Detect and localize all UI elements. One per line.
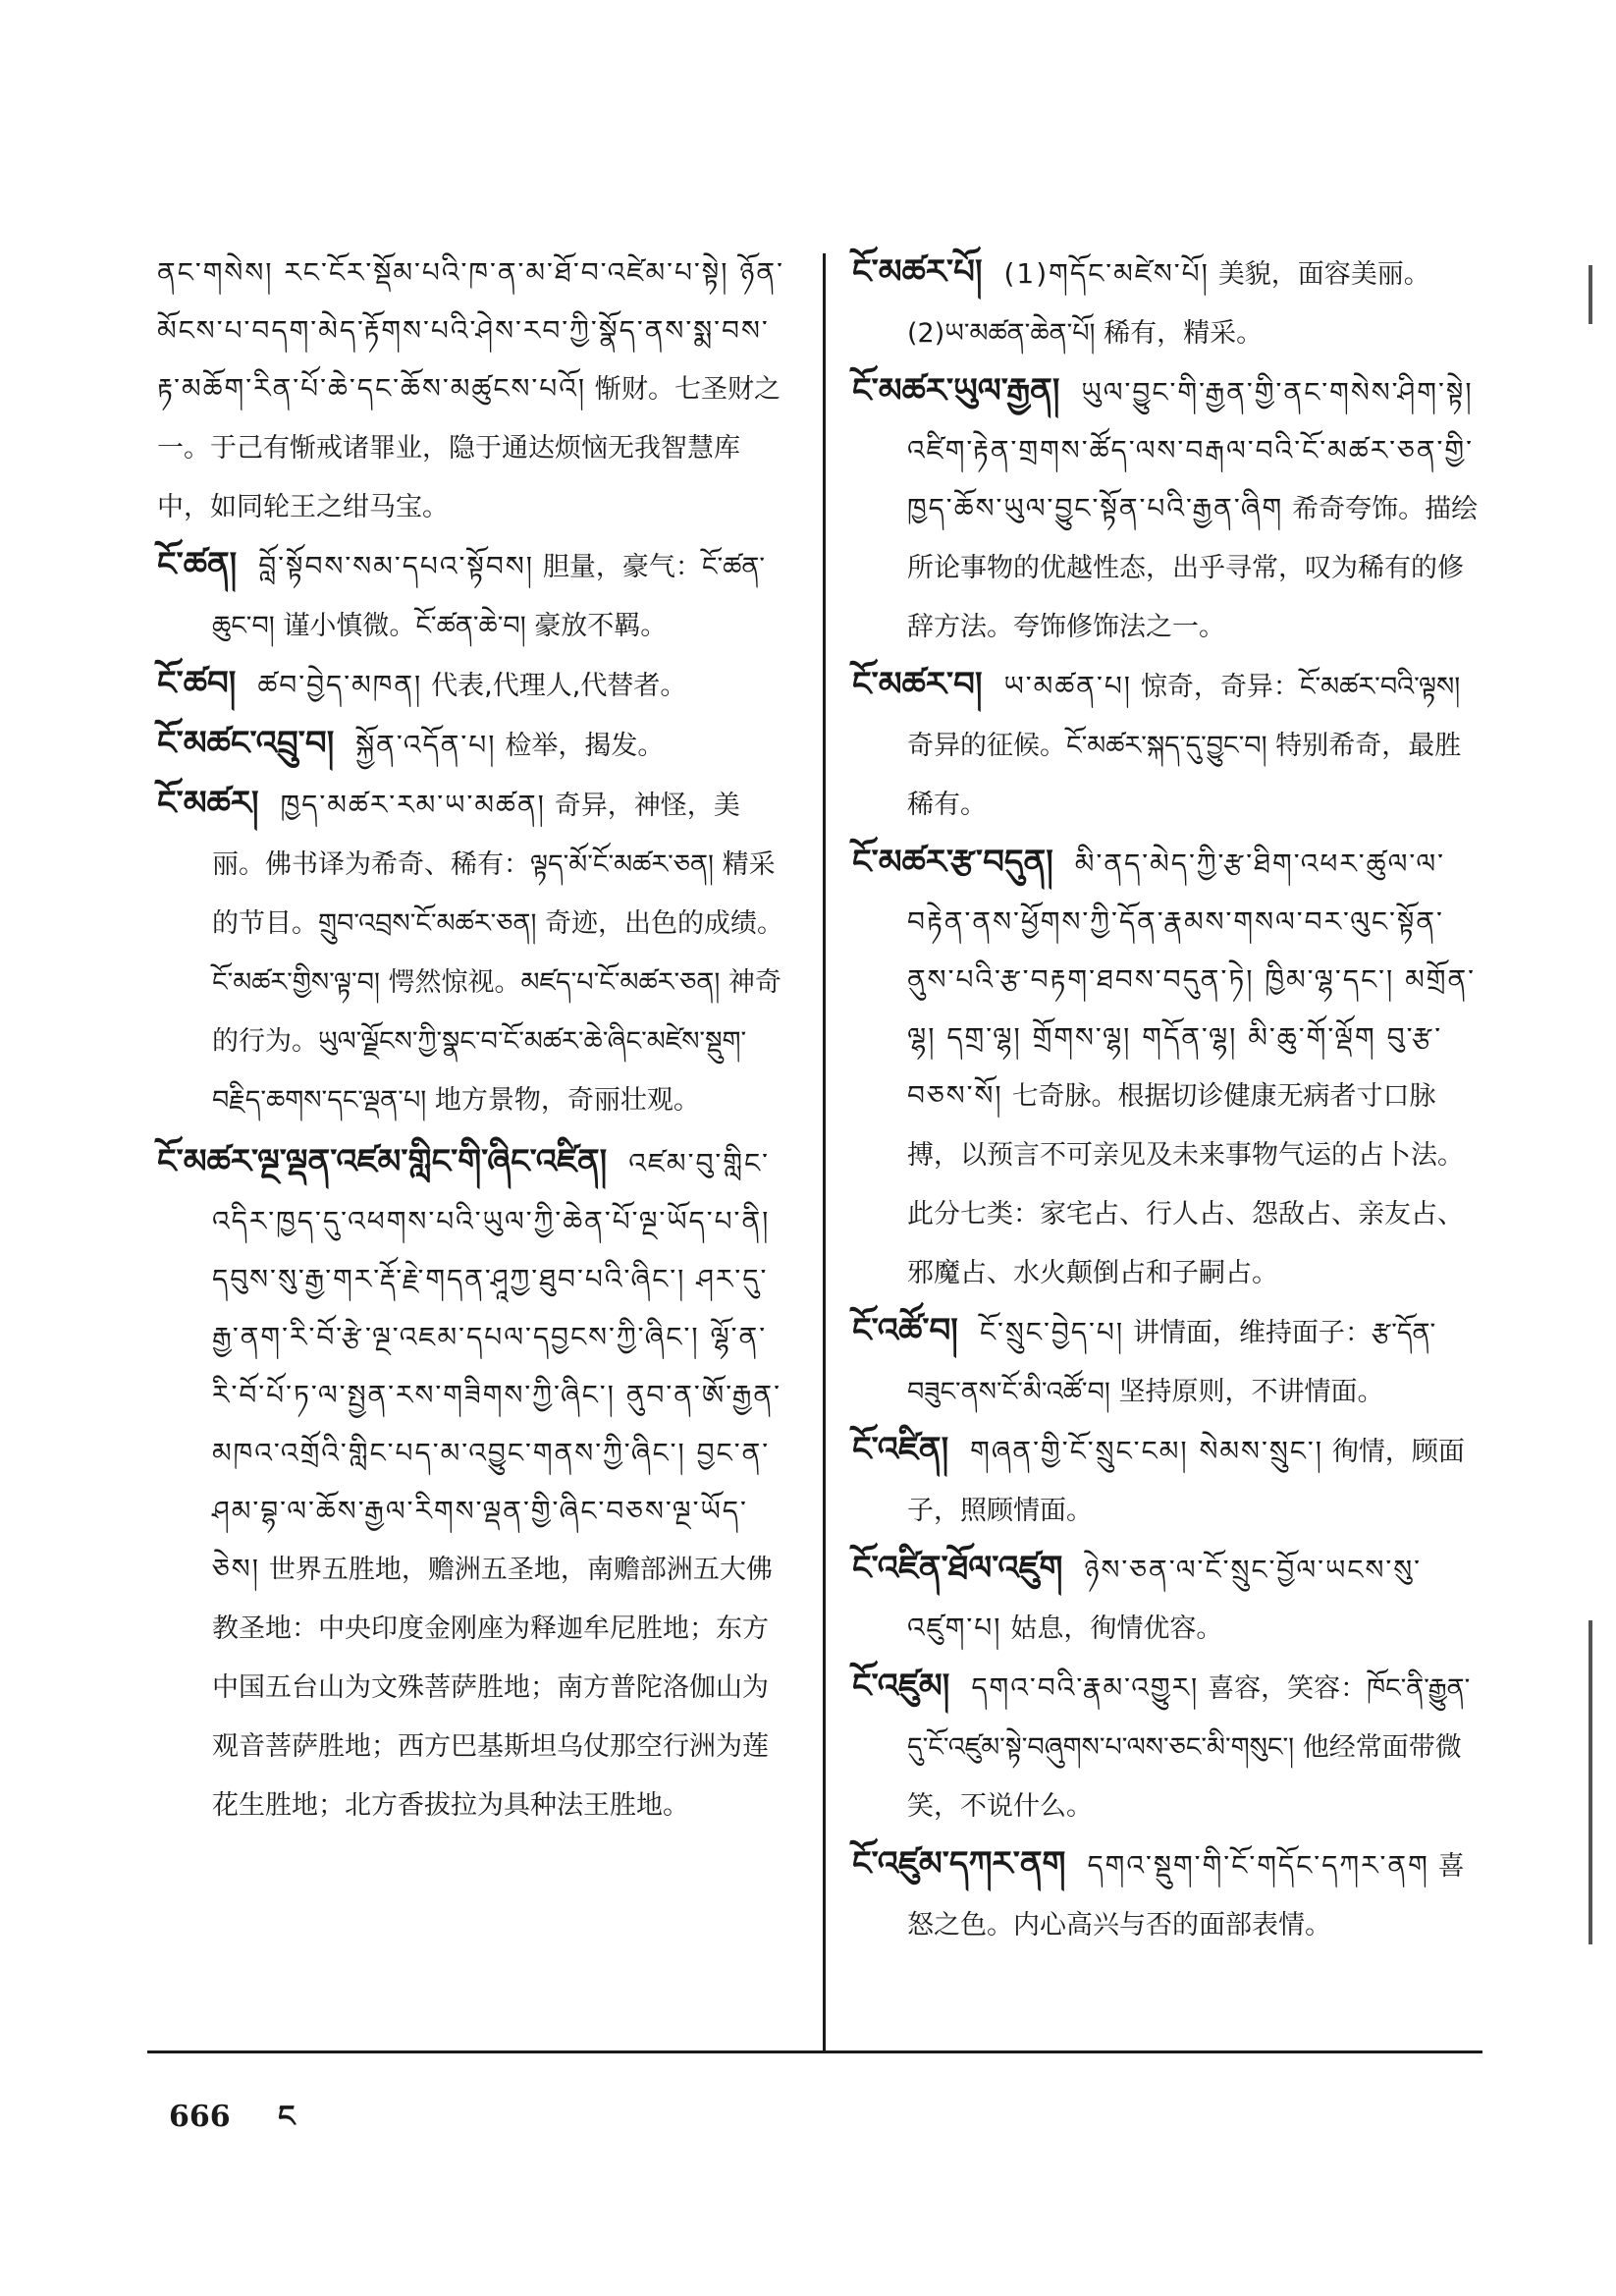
entry-chinese-definition: 喜怒之色。内心高兴与否的面部表情。 [907,1851,1465,1941]
dictionary-entry [157,655,785,715]
section-letter: ང [278,2100,296,2134]
entry-tibetan-definition: དགའ་བའི་རྣམ་འགྱུར། [971,1671,1200,1704]
entry-headword: ངོ་འཚོ་བ། [852,1311,958,1350]
entry-chinese-definition: 世界五胜地，赡洲五圣地，南赡部洲五大佛教圣地：中央印度金刚座为释迦牟尼胜地；东方中国五台山为文殊菩萨胜地；南方普陀洛伽山为观音菩萨胜地；西方巴基斯坦乌仗那空行洲为莲花生胜地；北方香拔拉为具种法王胜地。 [212,1555,773,1821]
dictionary-entry [157,1133,785,1834]
entry-tibetan-definition: ངོ་སྲུང་བྱེད་པ། [979,1316,1125,1348]
entry-headword: ངོ་ཚབ། [157,664,237,703]
entry-tibetan-definition: བློ་སྟོབས་སམ་དཔའ་སྟོབས། [258,550,534,582]
entry-headword: ངོ་འཛུམ་དཀར་ནག [852,1844,1066,1884]
dictionary-entry [157,775,785,1129]
entry-chinese-definition: 希奇夸饰。描绘所论事物的优越性态，出乎寻常，叹为稀有的修辞方法。夸饰修饰法之一。 [907,494,1479,642]
entry-headword: ངོ་མཚར། [157,784,259,823]
entry-chinese-definition: 讲情面，维持面子：རྩ་དོན་བཟུང་ནས་ངོ་མི་འཚོ་བ། 坚持原则，不讲情面。 [907,1318,1436,1407]
column-divider [823,253,826,2050]
page-footer [169,2084,295,2166]
entry-headword: ངོ་འཛིན་ཐོལ་འཛུག [852,1549,1063,1588]
entry-chinese-definition: 代表,代理人,代替者。 [431,671,687,701]
entry-tibetan-definition: སྐྱོན་འདོན་པ། [355,729,497,761]
left-column [157,244,785,1834]
entry-chinese-definition: 七奇脉。根据切诊健康无病者寸口脉搏，以预言不可亲见及未来事物气运的占卜法。此分七类：家宅占、行人占、怨敌占、亲友占、邪魔占、水火颠倒占和子嗣占。 [907,1081,1464,1288]
entry-tibetan-definition: (1)གདོང་མཛེས་པོ། [1003,257,1210,290]
entry-headword: ངོ་མཚར་ཡུལ་རྒྱན། [852,371,1060,410]
dictionary-entry [852,1658,1481,1835]
entry-tibetan-definition: ཡ་མཚན་པ། [1003,670,1132,702]
entry-tibetan-definition: ཡུལ་བྱུང་གི་རྒྱན་གྱི་ནང་གསེས་ཤིག་སྟེ། འཛིག་རྟེན་གྲགས་ཚོད་ལས་བརྒལ་བའི་ངོ་མཚར་ཅན་གྱི་ཁྱད་ཆོས་ཡུལ་བྱུང་སྟོན་པའི་རྒྱན་ཞིག [907,376,1474,524]
entry-headword: ངོ་མཚར་ལྔ་ལྡན་འཛམ་གླིང་གི་ཞིང་འཛིན། [157,1142,608,1181]
entry-headword: ངོ་ཚན། [157,545,238,584]
entry-tibetan-definition: འཛམ་བུ་གླིང་འདིར་ཁྱད་དུ་འཕགས་པའི་ཡུལ་ཀྱི་ཆེན་པོ་ལྔ་ཡོད་པ་ནི། དབུས་སུ་རྒྱ་གར་རྡོ་རྗེ་གདན་ཤཱཀྱ་ཐུབ་པའི་ཞིང་། ཤར་དུ་རྒྱ་ནག་རི་བོ་རྩེ་ལྔ་འཇམ་དཔལ་དབྱངས་ཀྱི་ཞིང་། ལྷོ་ན་རི་བོ་པོ་ཏ་ལ་སྤྱན་རས་གཟིགས་ཀྱི་ཞིང་། ནུབ་ན་ཨོ་རྒྱན་མཁའ་འགྲོའི་གླིང་པད་མ་འབྱུང་གནས་ཀྱི་ཞིང་། བྱང་ན་ཤམ་བྷ་ལ་ཆོས་རྒྱལ་རིགས་ལྡན་གྱི་ཞིང་བཅས་ལྔ་ཡོད་ཅེས། [212,1147,781,1585]
entry-tibetan-definition: ནང་གསེས། རང་ངོར་སྡོམ་པའི་ཁ་ན་མ་ཐོ་བ་འཛེམ་པ་སྟེ། ཉོན་མོངས་པ་བདག་མེད་རྟོགས་པའི་ཤེས་རབ་ཀྱི་སྣོད་ནས་སྨ་བས་རྟ་མཆོག་རིན་པོ་ཆེ་དང་ཆོས་མཚུངས་པའོ། [157,256,784,405]
entry-chinese-definition: 检举，揭发。 [505,731,665,761]
dictionary-entry [852,1540,1481,1658]
entry-chinese-definition: 徇情，顾面子，照顾情面。 [907,1437,1465,1526]
entry-headword: ངོ་མཚང་འབྲུ་བ། [157,724,335,763]
entry-tibetan-definition: ཉེས་ཅན་ལ་ངོ་སྲུང་བྱོལ་ཡངས་སུ་འཛུག་པ། [907,1554,1423,1644]
entry-headword: ངོ་མཚར་པོ། [852,252,983,292]
dictionary-entry [852,1302,1481,1421]
entry-chinese-definition: 惭财。七圣财之一。于己有惭戒诸罪业，隐于通达烦恼无我智慧库中，如同轮王之绀马宝。 [157,374,781,522]
page-number: 666 [169,2100,231,2134]
dictionary-entry [852,834,1481,1302]
entry-chinese-definition: 胆量，豪气：ངོ་ཚན་ཆུང་བ། 谨小慎微。ངོ་ཚན་ཆེ་བ། 豪放不羁。 [212,552,766,641]
entry-chinese-definition: 姑息，徇情优容。 [1010,1613,1223,1644]
right-column [852,244,1481,1954]
footer-rule [147,2050,1482,2053]
entry-chinese-definition: 美貌，面容美丽。(2)ཡ་མཚན་ཆེན་པོ། 稀有，精采。 [907,259,1430,349]
dictionary-entry [852,1835,1481,1954]
entry-headword: ངོ་འཛུམ། [852,1667,950,1706]
entry-headword: ངོ་མཚར་བ། [852,665,983,704]
entry-tibetan-definition: ཚབ་བྱེད་མཁན། [257,669,423,701]
entry-tibetan-definition: ཁྱད་མཚར་རམ་ཡ་མཚན། [280,789,546,821]
dictionary-entry [157,715,785,775]
entry-tibetan-definition: མི་ནད་མེད་ཀྱི་རྩ་ཐིག་འཕར་ཚུལ་ལ་བརྟེན་ནས་ཕྱོགས་ཀྱི་དོན་རྣམས་གསལ་བར་ལུང་སྟོན་ནུས་པའི་རྩ་བརྟག་ཐབས་བདུན་ཏེ། ཁྱིམ་ལྷ་དང་། མགྲོན་ལྷ། དགྲ་ལྷ། གྲོགས་ལྷ། གདོན་ལྷ། མི་ཆུ་གོ་ལྡོག བུ་རྩ་བཅས་སོ། [907,847,1477,1112]
dictionary-entry [157,536,785,655]
entry-tibetan-definition: གཞན་གྱི་ངོ་སྲུང་ངམ། སེམས་སྲུང་། [970,1435,1323,1467]
scan-edge-mark [1589,265,1592,324]
scan-edge-mark [1589,1620,1592,1944]
entry-chinese-definition: 惊奇，奇异：ངོ་མཚར་བའི་ལྟས། 奇异的征候。ངོ་མཚར་སྐད་དུ་བྱུང་བ། 特别希奇，最胜稀有。 [907,672,1462,820]
entry-tibetan-definition: དགའ་སྡུག་གི་ངོ་གདོང་དཀར་ནག [1087,1849,1429,1882]
entry-headword: ངོ་མཚར་རྩ་བདུན། [852,843,1053,882]
entry-chinese-definition: 奇异，神怪，美丽。佛书译为希奇、稀有：ལྟད་མོ་ངོ་མཚར་ཅན། 精采的节目。གྲུབ་འབྲས་ངོ་མཚར་ཅན། 奇迹，出色的成绩。ངོ་མཚར་གྱིས་ལྟ་བ། 愕然惊视。མཛད་པ་ངོ་མཚར་ཅན། 神奇的行为。ཡུལ་ལྗོངས་ཀྱི་སྣང་བ་ངོ་མཚར་ཆེ་ཞིང་མཛེས་སྡུག་བརྗིད་ཆགས་དང་ལྡན་པ། 地方景物，奇丽壮观。 [212,791,784,1116]
dictionary-entry [852,244,1481,362]
entry-chinese-definition: 喜容，笑容：ཁོང་ནི་རྒྱུན་དུ་ངོ་འཛུམ་སྟེ་བཞུགས་པ་ལས་ཅང་མི་གསུང་། 他经常面带微笑，不说什么。 [907,1673,1471,1822]
dictionary-entry [852,656,1481,834]
dictionary-entry [157,244,785,536]
dictionary-entry [852,1421,1481,1540]
entry-headword: ངོ་འཛིན། [852,1430,949,1469]
dictionary-entry [852,362,1481,656]
